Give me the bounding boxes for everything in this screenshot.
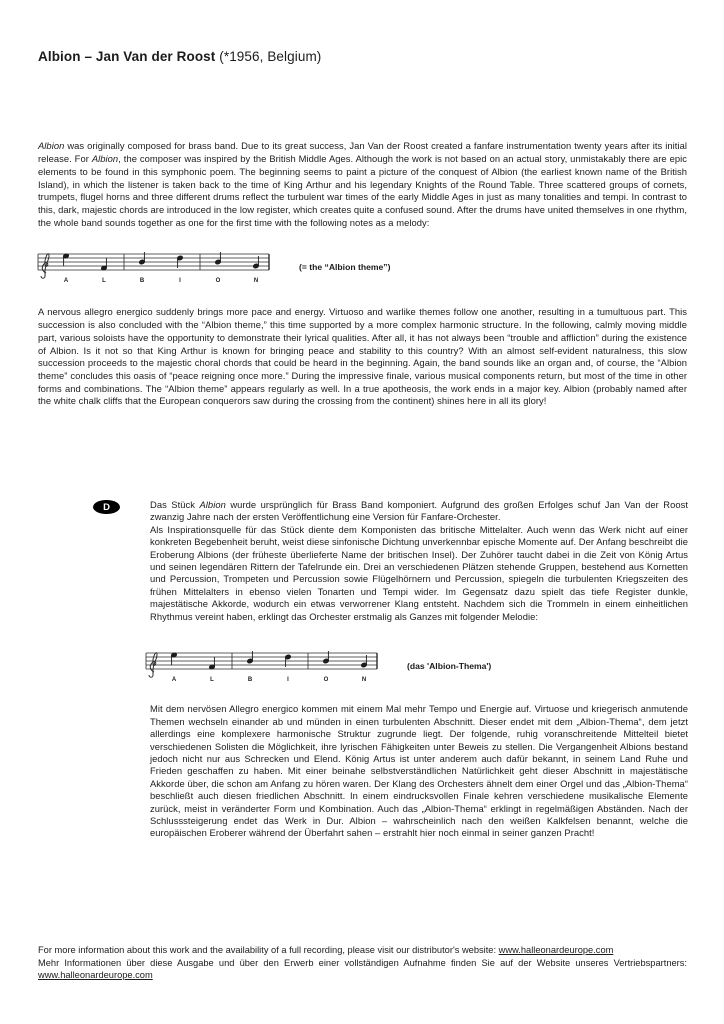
footer-english-line [38,944,687,957]
german-section [150,499,688,623]
german-paragraph-1: Das Stück Albion wurde ursprünglich für Brass Band komponiert. Aufgrund des großen Erfolges schuf Jan Van der Roost zwanzig Jahre nach der ersten Veröffentlichung eine Version für Fanfare-Orchester. [150,499,689,523]
note-letters [64,278,258,284]
music-staff [144,648,379,684]
notes [171,651,367,670]
language-badge-german [93,500,120,514]
quarter-note [101,258,107,271]
note-letter: N [361,677,367,683]
footer-english-text: For more information about this work and the availability of a full recording, please visit our distributor's website: [38,945,499,955]
quarter-note [63,253,69,266]
note-letter: L [210,677,214,683]
english-paragraph-2: A nervous allegro energico suddenly brings more pace and energy. Virtuoso and warlike themes follow one another, resulting in a tumultuous part. This succession is also concluded with the “Albion theme,” this time supported by a more complex harmonic structure. In the following, calmly moving middle part, various soloists have the opportunity to demonstrate their lyrical qualities. After all, it has not always been “trouble and affliction” during the existence of Albion. Is it not so that King Arthur is known for bringing peace and stability to this country? With an almost self-evident naturalness, this slow succession proceeds to the majestic choral chords that could be heard in the beginning. Again, the band sounds like an organ and, of course, the “Albion theme” concludes this oasis of “peace reigning once more.” During the impressive finale, various musical components return, but most of the time in other forms and combinations. The “Albion theme” appears regularly as well. In a true apotheosis, the work ends in a major key. Albion (probably named after the white chalk cliffs that the European conquerors saw during the crossing from the continent) shines here in all its glory! [38,306,687,407]
music-example-english [36,249,390,285]
distributor-link-english[interactable]: www.halleonardeurope.com [498,945,614,955]
footer [38,944,687,982]
notes [63,252,259,271]
note-letter: L [102,278,106,284]
note-letter: O [215,278,221,284]
note-letter: O [323,677,329,683]
german-paragraph-2: Als Inspirationsquelle für das Stück diente dem Komponisten das britische Mittelalter. Auch wenn das Werk nicht auf einer konkreten Begebenheit beruht, weist diese sinfonische Dichtung unverkennbar epische Momente auf. Der Anfang beschreibt die Eroberung Albions (der früheste überlieferte Name der britischen Insel). Der Zuhörer taucht dabei in die Zeit von König Artus und seinen legendären Rittern der Tafelrunde ein. Drei an verschiedenen Plätzen stehende Gruppen, bestehend aus Kornetten und Percussion, Trompeten und Percussion sowie Flügelhörnern und Percussion, spiegeln die turbulenten Kriegszeiten des frühen Mittelalters in ebenso vielen Tonarten und Tempi wider. Im Gegensatz dazu spielt das tiefe Register dunkle, majestätische Akkorde, wodurch ein etwas verworrener Klang entsteht. Nachdem sich die Trommeln in einem einheitlichen Rhythmus vereint haben, erklingt das Orchester erstmalig als Ganzes mit folgender Melodie: [150,523,688,622]
distributor-link-german[interactable]: www.halleonardeurope.com [38,970,153,981]
music-example-german [144,648,491,684]
footer-german-text: Mehr Informationen über diese Ausgabe und über den Erwerb einer vollständigen Aufnahme finden Sie auf der Website unseres Vertriebspartners: [38,957,687,968]
quarter-note [171,652,177,665]
note-letter: A [171,677,177,683]
staff-lines [146,653,377,669]
page-title [38,49,321,64]
quarter-note [209,657,215,670]
note-letter: N [253,278,259,284]
german-paragraph-3: Mit dem nervösen Allegro energico kommen mit einem Mal mehr Tempo und Energie auf. Virtuose und kriegerisch anmutende Themen wechseln einander ab und münden in einen turbulenten Abschnitt. Dieser endet mit dem „Albion-Thema“, dem jetzt allerdings eine komplexere harmonische Struktur zugrunde liegt. Der folgende, ruhig voranschreitende Mittelteil bietet verschiedenen Solisten die Möglichkeit, ihre lyrischen Fähigkeiten unter Beweis zu stellen. Die Vergangenheit Albions bestand jedoch nicht nur aus Schrecken und Elend. König Artus ist unter anderem auch dafür bekannt, in seinem Land Ruhe und Frieden geschaffen zu haben. Mit einer beinahe selbstverständlichen Natürlichkeit geht dieser Abschnitt in majestätische Akkorde über, die schon am Anfang zu hören waren. Der Klang des Orchesters ähnelt dem einer Orgel und das „Albion-Thema“ beschließt auch diesen friedlichen Abschnitt. In einem eindrucksvollen Finale kehren verschiedene musikalische Elemente zurück, meist in veränderter Form und Kombination. Auch das „Albion-Thema“ erklingt in regelmäßigen Abständen. Nach der Schlusssteigerung endet das Werk in Dur. Albion – wahrscheinlich nach den weißen Kalkfelsen benannt, welche die europäischen Eroberer während der Überfahrt sahen – erstrahlt hier noch einmal in seiner ganzen Pracht! [150,703,688,839]
title-composer: Albion – Jan Van der Roost [38,49,216,65]
title-suffix: (*1956, Belgium) [215,49,322,65]
staff-lines [38,254,269,270]
music-caption-english: (= the “Albion theme”) [299,262,391,272]
note-letter: B [139,278,145,284]
note-letter: A [63,278,69,284]
note-letters [172,677,366,683]
note-letter: I [287,677,289,683]
music-staff [36,249,271,285]
music-caption-german: (das 'Albion-Thema') [407,661,492,671]
english-paragraph-1: Albion was originally composed for brass band. Due to its great success, Jan Van der Roost created a fanfare instrumentation twenty years after its initial release. For Albion, the composer was inspired by the British Middle Ages. Although the work is not based on an actual story, unmistakably there are epic elements to be found in this symphonic poem. The beginning seems to paint a picture of the conquest of Albion (the earliest known name of the British Island), in which the listener is taken back to the time of King Arthur and his legendary Knights of the Round Table. Three scattered groups of cornets, trumpets, flugel horns and three different drums reflect the turbulent war times of the early Middle Ages in just as many tonalities and tempi. In contrast to this, dark, majestic chords are introduced in the low register, which creates quite a confused sound. After the drums have united themselves in one rhythm, the whole band sounds together as one for the first time with the following notes as a melody: [38,140,687,228]
note-letter: I [179,278,181,284]
language-badge-label: D [103,501,110,513]
note-letter: B [247,677,253,683]
